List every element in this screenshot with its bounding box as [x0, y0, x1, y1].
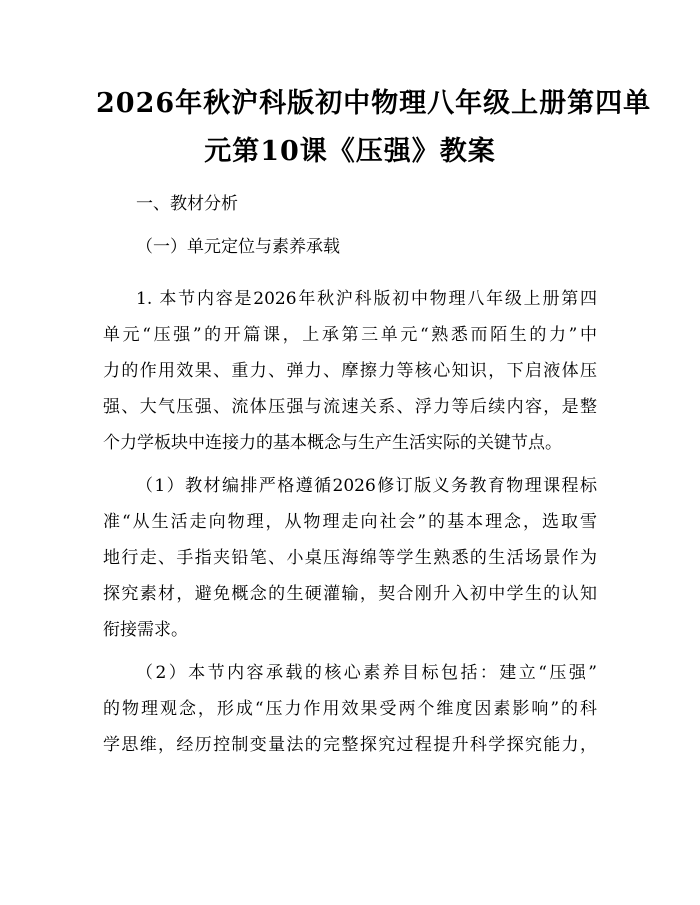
paragraph-2-line-3: 地行走、手指夹铅笔、小桌压海绵等学生熟悉的生活场景作为	[103, 548, 597, 568]
paragraph-3-line-1: （2）本节内容承载的核心素养目标包括：建立“压强”	[136, 663, 597, 683]
paragraph-2-line-1: （1）教材编排严格遵循2026修订版义务教育物理课程标	[136, 476, 597, 496]
document-title-line-1: 2026年秋沪科版初中物理八年级上册第四单	[96, 88, 652, 119]
paragraph-2-line-4: 探究素材，避免概念的生硬灌输，契合刚升入初中学生的认知	[103, 584, 597, 604]
section-heading-teaching-material-analysis: 一、教材分析	[136, 194, 238, 214]
document-title-line-2: 元第10课《压强》教案	[204, 136, 496, 167]
paragraph-2-line-5: 衔接需求。	[103, 620, 188, 640]
paragraph-1-line-2: 单元“压强”的开篇课，上承第三单元“熟悉而陌生的力”中	[103, 325, 597, 345]
subsection-heading-unit-positioning: （一）单元定位与素养承载	[136, 237, 340, 257]
paragraph-3-line-3: 学思维，经历控制变量法的完整探究过程提升科学探究能力，	[103, 735, 597, 755]
paragraph-1-line-1: 1. 本节内容是2026年秋沪科版初中物理八年级上册第四	[136, 289, 597, 309]
paragraph-3-line-2: 的物理观念，形成“压力作用效果受两个维度因素影响”的科	[103, 699, 597, 719]
paragraph-1-line-4: 强、大气压强、流体压强与流速关系、浮力等后续内容，是整	[103, 397, 597, 417]
paragraph-1-line-5: 个力学板块中连接力的基本概念与生产生活实际的关键节点。	[103, 433, 562, 453]
paragraph-2-line-2: 准“从生活走向物理，从物理走向社会”的基本理念，选取雪	[103, 512, 597, 532]
paragraph-1-line-3: 力的作用效果、重力、弹力、摩擦力等核心知识，下启液体压	[103, 361, 597, 381]
